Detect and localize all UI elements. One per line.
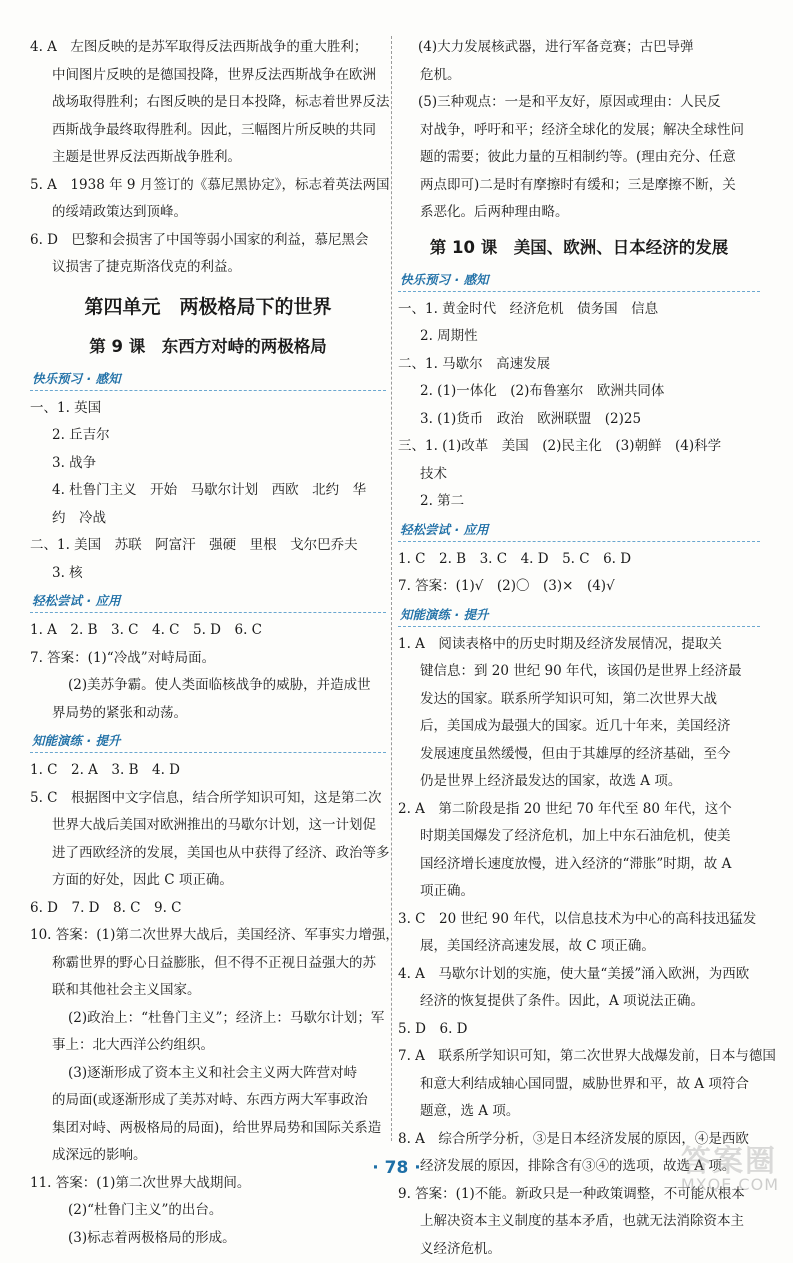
answer-line: 1. A 2. B 3. C 4. C 5. D 6. C xyxy=(30,617,386,645)
answer-line: 7. A 联系所学知识可知，第二次世界大战爆发前，日本与德国 xyxy=(398,1043,760,1071)
answer-line: 发展速度虽然缓慢，但由于其雄厚的经济基础，至今 xyxy=(398,741,760,769)
answer-line: 议损害了捷克斯洛伐克的利益。 xyxy=(30,254,386,282)
answer-line: 7. 答案：(1)“冷战”对峙局面。 xyxy=(30,645,386,673)
answer-line: 仍是世界上经济最发达的国家，故选 A 项。 xyxy=(398,768,760,796)
answer-line: 方面的好处，因此 C 项正确。 xyxy=(30,867,386,895)
answer-line: 上解决资本主义制度的基本矛盾，也就无法消除资本主 xyxy=(398,1208,760,1236)
answer-line: (2)政治上：“杜鲁门主义”；经济上：马歇尔计划；军 xyxy=(30,1005,386,1033)
answer-line: 义经济危机。 xyxy=(398,1236,760,1263)
watermark-text: MXQE.COM xyxy=(681,1175,779,1194)
answer-line: 危机。 xyxy=(398,62,760,90)
answer-line: 和意大利结成轴心国同盟，威胁世界和平，故 A 项符合 xyxy=(398,1071,760,1099)
answer-line: 集团对峙、两极格局的局面)，给世界局势和国际关系造 xyxy=(30,1115,386,1143)
answer-line: 两点即可)二是时有摩擦时有缓和；三是摩擦不断，关 xyxy=(398,172,760,200)
answer-line: 5. D 6. D xyxy=(398,1016,760,1044)
answer-line: 3. C 20 世纪 90 年代，以信息技术为中心的高科技迅猛发 xyxy=(398,906,760,934)
right-column xyxy=(398,34,760,1263)
answer-line: 1. A 阅读表格中的历史时期及经济发展情况，提取关 xyxy=(398,631,760,659)
section-header: 快乐预习 · 感知 xyxy=(398,269,760,292)
answer-line: 成深远的影响。 xyxy=(30,1142,386,1170)
section-header: 知能演练 · 提升 xyxy=(398,604,760,627)
answer-line: 6. D 7. D 8. C 9. C xyxy=(30,895,386,923)
watermark xyxy=(635,1136,785,1196)
answer-line: (2)美苏争霸。使人类面临核战争的威胁，并造成世 xyxy=(30,672,386,700)
answer-line: 5. A 1938 年 9 月签订的《慕尼黑协定》，标志着英法两国 xyxy=(30,172,386,200)
answer-line: 后，美国成为最强大的国家。近几十年来，美国经济 xyxy=(398,713,760,741)
answer-line: 经济的恢复提供了条件。因此，A 项说法正确。 xyxy=(398,988,760,1016)
answer-line: 4. A 左图反映的是苏军取得反法西斯战争的重大胜利； xyxy=(30,34,386,62)
answer-line: 一、1. 英国 xyxy=(30,395,386,423)
page-number: · 78 · xyxy=(0,1158,793,1178)
answer-line: 主题是世界反法西斯战争胜利。 xyxy=(30,144,386,172)
answer-line: 6. D 巴黎和会损害了中国等弱小国家的利益，慕尼黑会 xyxy=(30,227,386,255)
section-header: 快乐预习 · 感知 xyxy=(30,368,386,391)
answer-line: 战场取得胜利；右图反映的是日本投降，标志着世界反法 xyxy=(30,89,386,117)
answer-line: 4. 杜鲁门主义 开始 马歇尔计划 西欧 北约 华 xyxy=(30,477,386,505)
answer-line: 称霸世界的野心日益膨胀，但不得不正视日益强大的苏 xyxy=(30,950,386,978)
answer-line: 8. A 综合所学分析，③是日本经济发展的原因，④是西欧 xyxy=(398,1126,760,1154)
answer-line: 的绥靖政策达到顶峰。 xyxy=(30,199,386,227)
answer-line: 三、1. (1)改革 美国 (2)民主化 (3)朝鲜 (4)科学 xyxy=(398,433,760,461)
answer-line: 系恶化。后两种理由略。 xyxy=(398,199,760,227)
answer-line: 3. 核 xyxy=(30,560,386,588)
answer-line: 3. (1)货币 政治 欧洲联盟 (2)25 xyxy=(398,406,760,434)
answer-line: (5)三种观点：一是和平友好，原因或理由：人民反 xyxy=(398,89,760,117)
answer-line: 二、1. 马歇尔 高速发展 xyxy=(398,351,760,379)
answer-line: 进了西欧经济的发展，美国也从中获得了经济、政治等多 xyxy=(30,840,386,868)
answer-line: (3)逐渐形成了资本主义和社会主义两大阵营对峙 xyxy=(30,1060,386,1088)
answer-line: 2. 周期性 xyxy=(398,323,760,351)
answer-line: 一、1. 黄金时代 经济危机 债务国 信息 xyxy=(398,296,760,324)
lesson-title: 第 9 课 东西方对峙的两极格局 xyxy=(30,330,386,364)
answer-line: 世界大战后美国对欧洲推出的马歇尔计划，这一计划促 xyxy=(30,812,386,840)
answer-line: 联和其他社会主义国家。 xyxy=(30,977,386,1005)
answer-line: 2. 第二 xyxy=(398,488,760,516)
answer-line: 中间图片反映的是德国投降，世界反法西斯战争在欧洲 xyxy=(30,62,386,90)
answer-line: 国经济增长速度放慢，进入经济的“滞胀”时期，故 A xyxy=(398,851,760,879)
answer-line: 3. 战争 xyxy=(30,450,386,478)
answer-line: 11. 答案：(1)第二次世界大战期间。 xyxy=(30,1170,386,1198)
answer-line: 4. A 马歇尔计划的实施，使大量“美援”涌入欧洲，为西欧 xyxy=(398,961,760,989)
answer-line: 键信息：到 20 世纪 90 年代，该国仍是世界上经济最 xyxy=(398,658,760,686)
answer-line: (4)大力发展核武器，进行军备竞赛；古巴导弹 xyxy=(398,34,760,62)
answer-line: 7. 答案：(1)√ (2)〇 (3)× (4)√ xyxy=(398,573,760,601)
answer-line: (3)标志着两极格局的形成。 xyxy=(30,1225,386,1253)
answer-line: 题意，选 A 项。 xyxy=(398,1098,760,1126)
answer-line: 对战争，呼吁和平；经济全球化的发展；解决全球性问 xyxy=(398,117,760,145)
section-header: 轻松尝试 · 应用 xyxy=(30,590,386,613)
answer-line: 2. 丘吉尔 xyxy=(30,422,386,450)
answer-line: 二、1. 美国 苏联 阿富汗 强硬 里根 戈尔巴乔夫 xyxy=(30,532,386,560)
lesson-title: 第 10 课 美国、欧洲、日本经济的发展 xyxy=(398,231,760,265)
answer-line: 1. C 2. A 3. B 4. D xyxy=(30,757,386,785)
answer-line: 9. 答案：(1)不能。新政只是一种政策调整，不可能从根本 xyxy=(398,1181,760,1209)
answer-line: 10. 答案：(1)第二次世界大战后，美国经济、军事实力增强， xyxy=(30,922,386,950)
answer-line: 2. A 第二阶段是指 20 世纪 70 年代至 80 年代，这个 xyxy=(398,796,760,824)
answer-line: 时期美国爆发了经济危机，加上中东石油危机，使美 xyxy=(398,823,760,851)
answer-line: (2)“杜鲁门主义”的出台。 xyxy=(30,1197,386,1225)
answer-line: 项正确。 xyxy=(398,878,760,906)
answer-line: 2. (1)一体化 (2)布鲁塞尔 欧洲共同体 xyxy=(398,378,760,406)
answer-line: 事上：北大西洋公约组织。 xyxy=(30,1032,386,1060)
unit-title: 第四单元 两极格局下的世界 xyxy=(30,288,386,326)
left-column xyxy=(30,34,386,1252)
answer-line: 经济发展的原因，排除含有③④的选项，故选 A 项。 xyxy=(398,1153,760,1181)
watermark-logo: 答案圈 xyxy=(681,1136,777,1180)
answer-line: 发达的国家。联系所学知识可知，第二次世界大战 xyxy=(398,686,760,714)
column-divider xyxy=(391,36,393,1141)
answer-line: 技术 xyxy=(398,461,760,489)
answer-line: 约 冷战 xyxy=(30,505,386,533)
answer-line: 的局面(或逐渐形成了美苏对峙、东西方两大军事政治 xyxy=(30,1087,386,1115)
answer-line: 题的需要；彼此力量的互相制约等。(理由充分、任意 xyxy=(398,144,760,172)
section-header: 知能演练 · 提升 xyxy=(30,730,386,753)
answer-line: 西斯战争最终取得胜利。因此，三幅图片所反映的共同 xyxy=(30,117,386,145)
answer-line: 1. C 2. B 3. C 4. D 5. C 6. D xyxy=(398,546,760,574)
answer-line: 展，美国经济高速发展，故 C 项正确。 xyxy=(398,933,760,961)
section-header: 轻松尝试 · 应用 xyxy=(398,519,760,542)
answer-line: 界局势的紧张和动荡。 xyxy=(30,700,386,728)
answer-line: 5. C 根据图中文字信息，结合所学知识可知，这是第二次 xyxy=(30,785,386,813)
